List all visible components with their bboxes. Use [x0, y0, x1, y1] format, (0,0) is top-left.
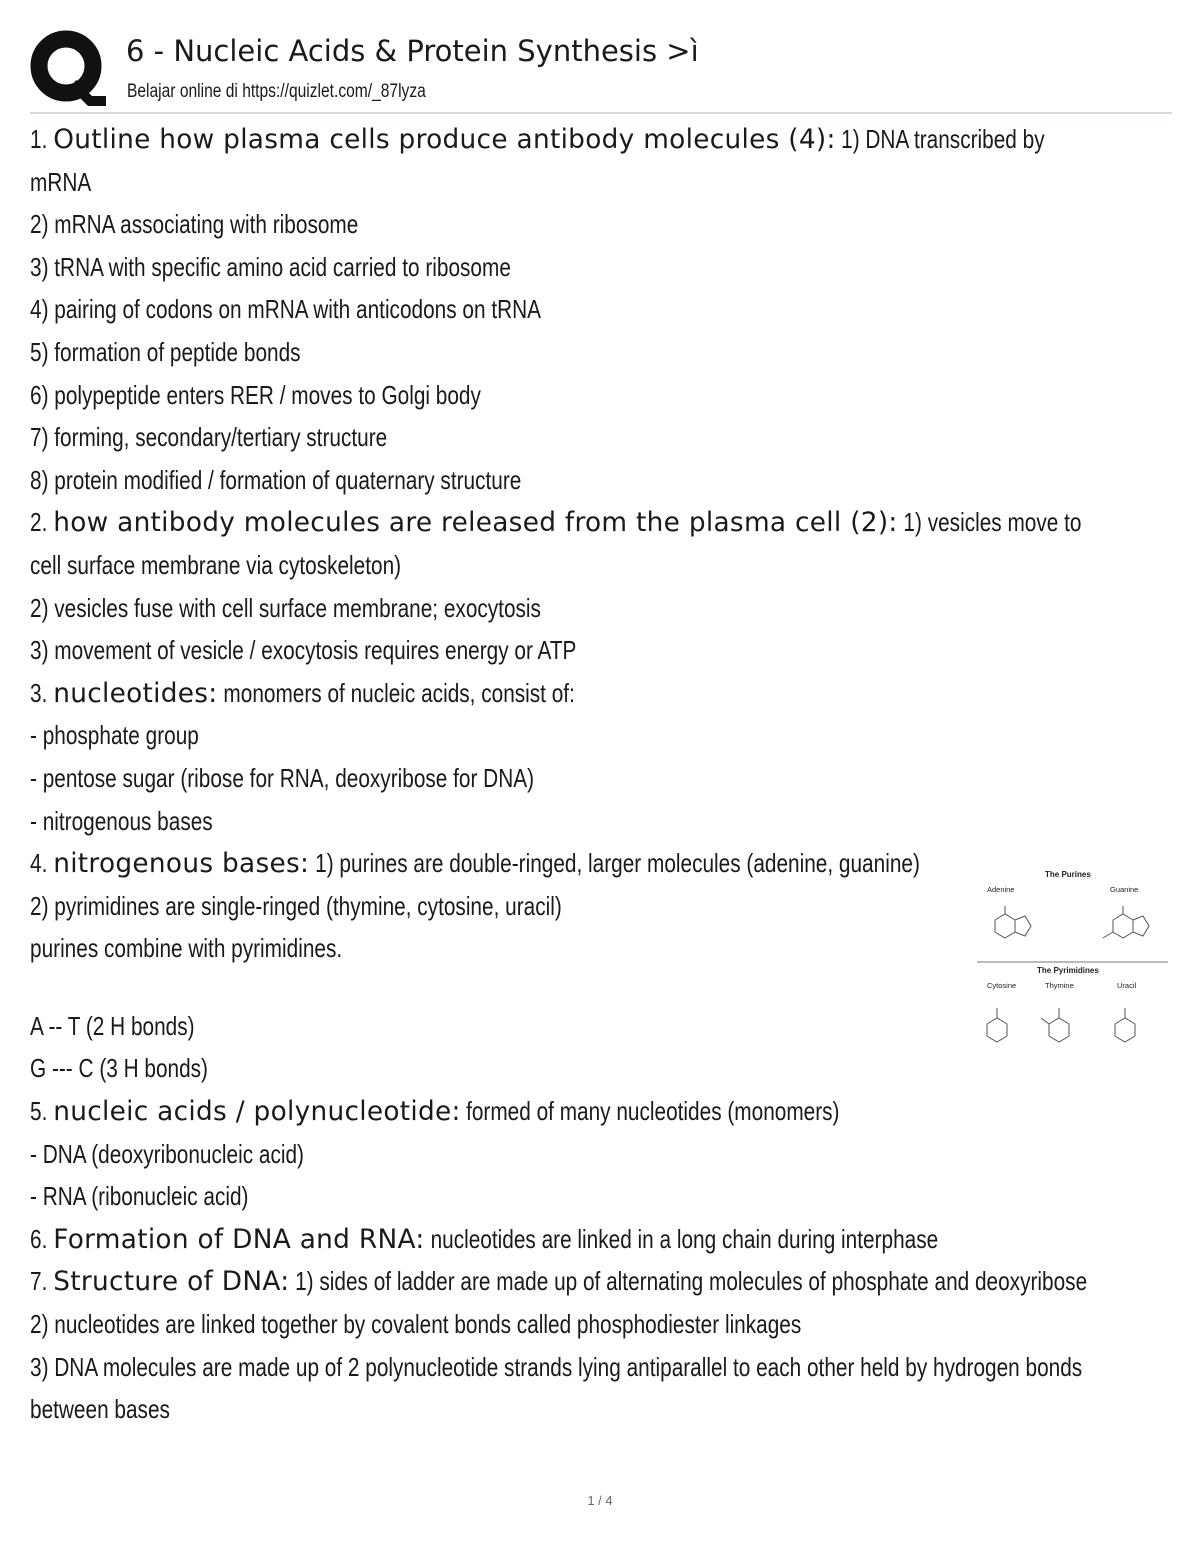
flashcard-answer-line: [30, 757, 1170, 800]
question-number: 6.: [30, 1223, 54, 1254]
flashcard-answer-line: [30, 629, 1170, 672]
definition-text: 3) DNA molecules are made up of 2 polynucleotide strands lying antiparallel to each other held by hydrogen bonds: [30, 1351, 1083, 1382]
definition-text: 7) forming, secondary/tertiary structure: [30, 422, 388, 453]
definition-text: 6) polypeptide enters RER / moves to Golgi body: [30, 379, 481, 410]
flashcard-answer-line: [30, 374, 1170, 417]
definition-text: - RNA (ribonucleic acid): [30, 1181, 249, 1212]
flashcard-answer-line: [30, 714, 1170, 757]
definition-text: 2) nucleotides are linked together by covalent bonds called phosphodiester linkages: [30, 1309, 802, 1340]
definition-text: nucleotides are linked in a long chain during interphase: [424, 1223, 939, 1254]
guanine-label: Guanine: [1110, 885, 1139, 894]
flashcard-answer-line: [30, 587, 1170, 630]
definition-text: 2) vesicles fuse with cell surface membrane; exocytosis: [30, 592, 541, 623]
term-text: nitrogenous bases:: [53, 848, 310, 880]
page-number: 1 / 4: [587, 1493, 613, 1508]
flashcard-answer-line: [30, 416, 1170, 459]
definition-text: 1) vesicles move to: [897, 507, 1082, 538]
definition-text: - pentose sugar (ribose for RNA, deoxyribose for DNA): [30, 762, 535, 793]
definition-text: 1) purines are double-ringed, larger molecules (adenine, guanine): [309, 848, 920, 879]
flashcard-question-line: [30, 672, 1170, 715]
purines-title: The Purines: [1045, 870, 1091, 879]
term-text: nucleotides:: [53, 677, 218, 709]
flashcard-answer-line: [30, 1133, 1170, 1176]
guanine-structure-icon: [1103, 906, 1149, 938]
definition-text: A -- T (2 H bonds): [30, 1010, 195, 1041]
thymine-structure-icon: [1041, 1008, 1069, 1042]
adenine-structure-icon: [995, 906, 1031, 938]
flashcard-answer-line: [30, 1175, 1170, 1218]
pyrimidines-title: The Pyrimidines: [1037, 966, 1099, 975]
term-text: Structure of DNA:: [53, 1266, 290, 1298]
page-title: 6 - Nucleic Acids & Protein Synthesis >ì: [126, 34, 699, 68]
definition-text: 2) mRNA associating with ribosome: [30, 209, 359, 240]
cytosine-label: Cytosine: [987, 981, 1017, 990]
definition-text: monomers of nucleic acids, consist of:: [217, 677, 575, 708]
flashcard-content: [30, 118, 1170, 1431]
definition-text: 3) tRNA with specific amino acid carried to ribosome: [30, 251, 511, 282]
page-header: [30, 28, 1172, 114]
term-text: Outline how plasma cells produce antibody molecules (4):: [53, 124, 836, 155]
definition-text: - DNA (deoxyribonucleic acid): [30, 1138, 304, 1169]
uracil-label: Uracil: [1117, 981, 1137, 990]
term-text: how antibody molecules are released from the plasma cell (2):: [53, 507, 898, 539]
flashcard-answer-line: [30, 1303, 1170, 1346]
cytosine-structure-icon: [987, 1008, 1007, 1042]
definition-text: between bases: [30, 1394, 170, 1425]
bases-structure-diagram: [975, 862, 1170, 1062]
question-number: 5.: [30, 1096, 54, 1127]
flashcard-question-line: [30, 1218, 1170, 1261]
flashcard-answer-line: [30, 288, 1170, 331]
question-number: 7.: [30, 1266, 54, 1297]
header-divider: [30, 112, 1172, 114]
definition-text: formed of many nucleotides (monomers): [460, 1096, 840, 1127]
page-subtitle: Belajar online di https://quizlet.com/_87lyza: [127, 81, 426, 102]
flashcard-question-line: [30, 1260, 1170, 1303]
adenine-label: Adenine: [987, 885, 1015, 894]
definition-text: 3) movement of vesicle / exocytosis requires energy or ATP: [30, 635, 577, 666]
flashcard-question-line: [30, 118, 1170, 161]
question-number: 4.: [30, 848, 54, 879]
flashcard-answer-line: [30, 800, 1170, 843]
flashcard-answer-line: [30, 203, 1170, 246]
definition-text: 2) pyrimidines are single-ringed (thymine, cytosine, uracil): [30, 890, 562, 921]
term-text: nucleic acids / polynucleotide:: [53, 1096, 461, 1128]
definition-text: - phosphate group: [30, 720, 199, 751]
definition-text: 8) protein modified / formation of quaternary structure: [30, 464, 522, 495]
definition-text: - nitrogenous bases: [30, 805, 213, 836]
flashcard-answer-line: [30, 161, 1170, 204]
quizlet-logo-icon: [30, 30, 106, 106]
definition-text: 1) sides of ladder are made up of alternating molecules of phosphate and deoxyribose: [289, 1266, 1088, 1297]
definition-text: 5) formation of peptide bonds: [30, 336, 301, 367]
definition-text: 4) pairing of codons on mRNA with anticodons on tRNA: [30, 294, 542, 325]
definition-text: G --- C (3 H bonds): [30, 1053, 208, 1084]
question-number: 1.: [30, 124, 54, 154]
flashcard-answer-line: [30, 246, 1170, 289]
definition-text: 1) DNA transcribed by: [835, 124, 1045, 154]
uracil-structure-icon: [1115, 1008, 1135, 1042]
definition-text: mRNA: [30, 166, 92, 197]
flashcard-answer-line: [30, 331, 1170, 374]
flashcard-answer-line: [30, 544, 1170, 587]
nitrogenous-bases-figure: [975, 862, 1170, 1062]
flashcard-answer-line: [30, 1388, 1170, 1431]
flashcard-answer-line: [30, 1346, 1170, 1389]
question-number: 2.: [30, 507, 54, 538]
question-number: 3.: [30, 677, 54, 708]
definition-text: cell surface membrane via cytoskeleton): [30, 549, 402, 580]
definition-text: purines combine with pyrimidines.: [30, 933, 343, 964]
thymine-label: Thymine: [1045, 981, 1074, 990]
flashcard-answer-line: [30, 459, 1170, 502]
term-text: Formation of DNA and RNA:: [53, 1223, 425, 1255]
flashcard-question-line: [30, 1090, 1170, 1133]
flashcard-question-line: [30, 501, 1170, 544]
